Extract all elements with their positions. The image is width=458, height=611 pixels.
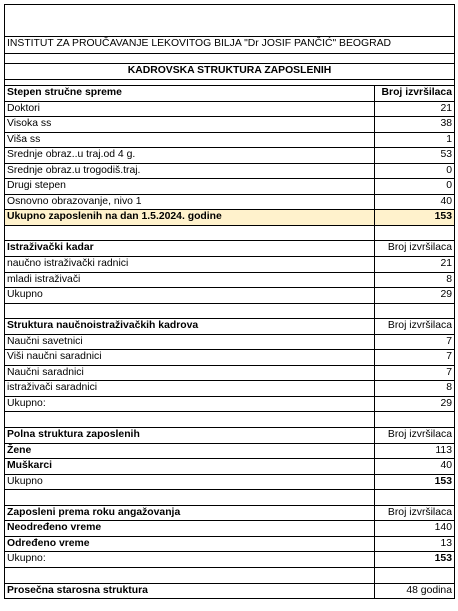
table-row-label: Neodređeno vreme: [5, 521, 375, 536]
section-header: [4, 241, 455, 257]
table-row-label: Naučni savetnici: [5, 335, 375, 350]
table-row-value: 0: [446, 180, 452, 192]
table-row-value: 7: [446, 335, 452, 347]
table-row: [4, 366, 455, 382]
section-header-label: Polna struktura zaposlenih: [5, 428, 375, 443]
total-row-label: Ukupno:: [5, 552, 375, 567]
table-row-value: 21: [440, 102, 452, 114]
table-row: [4, 148, 455, 164]
title-row: [4, 64, 455, 81]
staff-structure-sheet: [4, 4, 455, 599]
table-row: [4, 133, 455, 149]
table-row: [4, 117, 455, 133]
table-row: [4, 521, 455, 537]
table-row: [4, 537, 455, 553]
table-row-value: 1: [446, 133, 452, 145]
table-row-label: Žene: [5, 444, 375, 459]
total-row-value: 29: [440, 397, 452, 409]
table-row: [4, 381, 455, 397]
table-row-value: 8: [446, 382, 452, 394]
section-header: [4, 428, 455, 444]
table-row-label: mladi istraživači: [5, 273, 375, 288]
total-row-value: 153: [434, 475, 452, 487]
table-row: [4, 164, 455, 180]
total-row: [4, 552, 455, 568]
table-row-value: 0: [446, 164, 452, 176]
top-blank-row: [4, 4, 455, 37]
table-row-label: Osnovno obrazovanje, nivo 1: [5, 195, 375, 210]
section-header: [4, 319, 455, 335]
table-row-value: 21: [440, 258, 452, 270]
table-row: [4, 273, 455, 289]
table-row-label: Srednje obraz.u trogodiš.traj.: [5, 164, 375, 179]
table-row-label: Određeno vreme: [5, 537, 375, 552]
section-header-label: Istraživački kadar: [5, 241, 375, 256]
section-header: [4, 506, 455, 522]
table-row: [4, 335, 455, 351]
blank-row: [4, 568, 455, 584]
total-row-value: 153: [434, 211, 452, 223]
table-row-value: 7: [446, 366, 452, 378]
table-row-value: 7: [446, 351, 452, 363]
table-row-label: Naučni saradnici: [5, 366, 375, 381]
sheet-title: KADROVSKA STRUKTURA ZAPOSLENIH: [127, 64, 332, 76]
section-header-value: Broj izvršilaca: [387, 429, 452, 441]
table-row-label: Viši naučni saradnici: [5, 350, 375, 365]
table-row: [4, 459, 455, 475]
footer-value: 48 godina: [406, 584, 452, 596]
table-row-value: 13: [440, 537, 452, 549]
total-row: [4, 475, 455, 491]
table-row-label: Drugi stepen: [5, 179, 375, 194]
table-row-label: Viša ss: [5, 133, 375, 148]
table-row: [4, 179, 455, 195]
table-row: [4, 350, 455, 366]
blank-row: [4, 304, 455, 320]
total-row-value: 153: [434, 553, 452, 565]
table-row-label: Visoka ss: [5, 117, 375, 132]
section-header: [4, 86, 455, 102]
section-header-value: Broj izvršilaca: [381, 87, 452, 98]
institute-name: INSTITUT ZA PROUČAVANJE LEKOVITOG BILJA "Dr JOSIF PANČIĆ" BEOGRAD: [7, 38, 392, 49]
footer-row: [4, 584, 455, 600]
section-header-value: Broj izvršilaca: [387, 320, 452, 332]
section-header-value: Broj izvršilaca: [387, 242, 452, 254]
table-row-value: 140: [434, 522, 452, 534]
table-row-value: 40: [440, 195, 452, 207]
total-row-label: Ukupno:: [5, 397, 375, 412]
total-row-label: Ukupno: [5, 475, 375, 490]
table-row-label: Doktori: [5, 102, 375, 117]
table-row: [4, 102, 455, 118]
table-row-value: 113: [435, 444, 452, 456]
spacer-row: [4, 54, 455, 64]
total-row: [4, 397, 455, 413]
table-row-value: 40: [440, 460, 452, 472]
footer-label: Prosečna starosna struktura: [5, 584, 375, 599]
section-header-label: Stepen stručne spreme: [5, 86, 375, 101]
blank-row: [4, 490, 455, 506]
table-row: [4, 444, 455, 460]
total-row: [4, 288, 455, 304]
total-row-label: Ukupno zaposlenih na dan 1.5.2024. godine: [5, 210, 375, 225]
section-header-label: Zaposleni prema roku angažovanja: [5, 506, 375, 521]
table-row: [4, 257, 455, 273]
total-row-label: Ukupno: [5, 288, 375, 303]
total-row: [4, 210, 455, 226]
table-row-label: naučno istraživački radnici: [5, 257, 375, 272]
table-row-label: Muškarci: [5, 459, 375, 474]
table-row: [4, 195, 455, 211]
table-row-value: 8: [446, 273, 452, 285]
table-row-value: 38: [440, 118, 452, 130]
table-row-label: istraživači saradnici: [5, 381, 375, 396]
section-header-value: Broj izvršilaca: [387, 506, 452, 518]
table-row-label: Srednje obraz..u traj.od 4 g.: [5, 148, 375, 163]
section-header-label: Struktura naučnoistraživačkih kadrova: [5, 319, 375, 334]
institute-row: [4, 37, 455, 54]
total-row-value: 29: [440, 289, 452, 301]
blank-row: [4, 226, 455, 242]
blank-row: [4, 412, 455, 428]
table-row-value: 53: [440, 149, 452, 161]
